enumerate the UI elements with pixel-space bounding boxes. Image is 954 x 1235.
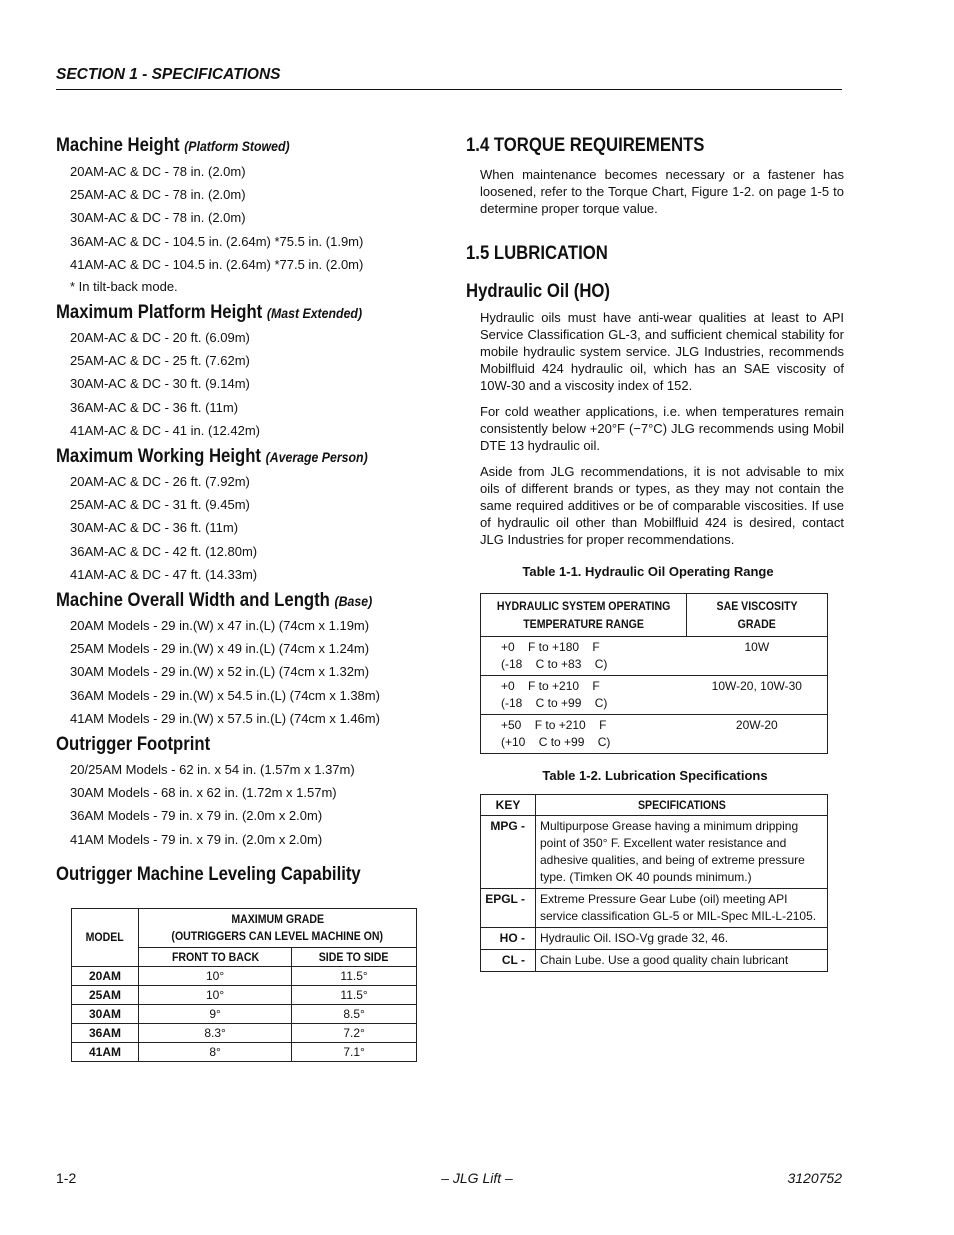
outrigger-footprint-heading: Outrigger Footprint: [56, 734, 211, 756]
key-header: KEY: [481, 795, 536, 816]
overall-width-length-section: [56, 588, 426, 730]
torque-heading: 1.4 TORQUE REQUIREMENTS: [466, 135, 705, 156]
list-item: 36AM-AC & DC - 104.5 in. (2.64m) *75.5 in. (1.9m): [70, 233, 364, 249]
footer-brand: – JLG Lift –: [441, 1170, 513, 1186]
list-item: 25AM-AC & DC - 25 ft. (7.62m): [70, 353, 250, 369]
leveling-table: [71, 908, 417, 1062]
torque-text: When maintenance becomes necessary or a fastener has loosened, refer to the Torque Chart, Figure 1-2. on page 1-5 to determine proper torque value.: [480, 167, 844, 216]
table-row: +50 F to +210 F (+10 C to +99 C) 20W-20: [481, 715, 828, 754]
table-row: 36AM 8.3° 7.2°: [72, 1023, 417, 1042]
table-row: 30AM 9° 8.5°: [72, 1004, 417, 1023]
table-row: EPGL - Extreme Pressure Gear Lube (oil) meeting API service classification GL-5 or MIL-Spec MIL-L-2105.: [481, 889, 828, 928]
table-row: MPG - Multipurpose Grease having a minimum dripping point of 350° F. Excellent water resistance and adhesive qualities, and being of extreme pressure type. (Timken OK 40 pounds minimum.): [481, 816, 828, 889]
list-item: 30AM-AC & DC - 36 ft. (11m): [70, 520, 239, 536]
list-item: 36AM-AC & DC - 36 ft. (11m): [70, 399, 239, 415]
list-item: 41AM-AC & DC - 47 ft. (14.33m): [70, 566, 258, 582]
table-row: 25AM 10° 11.5°: [72, 985, 417, 1004]
list-item: 41AM-AC & DC - 104.5 in. (2.64m) *77.5 in. (2.0m): [70, 256, 364, 272]
header-rule: [56, 89, 842, 90]
max-platform-height-heading: Maximum Platform Height (Mast Extended): [56, 302, 363, 324]
overall-width-length-heading: Machine Overall Width and Length (Base): [56, 590, 373, 612]
table-row: 20AM 10° 11.5°: [72, 966, 417, 985]
list-item: 30AM Models - 29 in.(W) x 52 in.(L) (74cm x 1.32m): [70, 664, 370, 680]
table2-caption: Table 1-2. Lubrication Specifications: [542, 768, 768, 783]
list-item: 41AM-AC & DC - 41 in. (12.42m): [70, 422, 261, 438]
leveling-section: [56, 862, 426, 1062]
temp-range-header: HYDRAULIC SYSTEM OPERATING TEMPERATURE RANGE: [481, 594, 687, 637]
max-working-height-heading: Maximum Working Height (Average Person): [56, 446, 368, 468]
list-item: 20AM Models - 29 in.(W) x 47 in.(L) (74cm x 1.19m): [70, 618, 370, 634]
list-item: 41AM Models - 79 in. x 79 in. (2.0m x 2.0m): [70, 831, 323, 847]
table-row: +0 F to +180 F (-18 C to +83 C) 10W: [481, 637, 828, 676]
max-working-height-section: [56, 444, 426, 586]
col-model-header: MODEL: [72, 908, 139, 966]
list-item: 20AM-AC & DC - 26 ft. (7.92m): [70, 474, 250, 490]
list-item: 20/25AM Models - 62 in. x 54 in. (1.57m x 1.37m): [70, 762, 355, 778]
leveling-heading: Outrigger Machine Leveling Capability: [56, 863, 361, 885]
list-item: 20AM-AC & DC - 78 in. (2.0m): [70, 164, 246, 179]
hydraulic-para-1: Hydraulic oils must have anti-wear qualities at least to API Service Classification GL-3, and sufficient chemical stability for mobile hydraulic system service. JLG Industries, recommends Mobilfluid 424 hydraulic oil, which has an SAE viscosity of 10W-30 and a viscosity index of 152.: [480, 310, 844, 393]
right-column: [466, 133, 844, 972]
list-item: 36AM-AC & DC - 42 ft. (12.80m): [70, 543, 258, 559]
table1-caption: Table 1-1. Hydraulic Oil Operating Range: [522, 564, 774, 579]
col-front-header: FRONT TO BACK: [139, 947, 292, 966]
list-item: 41AM Models - 29 in.(W) x 57.5 in.(L) (74cm x 1.46m): [70, 710, 380, 726]
hydraulic-range-table: [480, 593, 828, 754]
list-item: 25AM-AC & DC - 78 in. (2.0m): [70, 187, 246, 203]
tilt-back-note: * In tilt-back mode.: [70, 279, 178, 295]
list-item: 25AM-AC & DC - 31 ft. (9.45m): [70, 497, 250, 513]
lubrication-table: [480, 794, 828, 972]
outrigger-footprint-section: [56, 732, 426, 851]
col-group-header: MAXIMUM GRADE (OUTRIGGERS CAN LEVEL MACHINE ON): [139, 908, 417, 947]
doc-number: 3120752: [787, 1170, 842, 1186]
hydraulic-oil-heading: Hydraulic Oil (HO): [466, 281, 611, 302]
table-row: 41AM 8° 7.1°: [72, 1042, 417, 1061]
hydraulic-para-2: For cold weather applications, i.e. when temperatures remain consistently below +20°F (−7°C) JLG recommends using Mobil DTE 13 hydraulic oil.: [480, 404, 844, 453]
list-item: 30AM Models - 68 in. x 62 in. (1.72m x 1.57m): [70, 785, 337, 801]
sae-grade-header: SAE VISCOSITY GRADE: [687, 594, 828, 637]
table-row: +0 F to +210 F (-18 C to +99 C) 10W-20, 10W-30: [481, 676, 828, 715]
spec-header: SPECIFICATIONS: [536, 795, 828, 816]
section-title: SECTION 1 - SPECIFICATIONS: [56, 66, 281, 83]
table-row: HO - Hydraulic Oil. ISO-Vg grade 32, 46.: [481, 928, 828, 950]
table-row: CL - Chain Lube. Use a good quality chain lubricant: [481, 950, 828, 972]
lubrication-heading: 1.5 LUBRICATION: [466, 243, 608, 264]
hydraulic-para-3: Aside from JLG recommendations, it is not advisable to mix oils of different brands or types, as they may not contain the same required additives or be of comparable viscosities. If use of hydraulic oil other than Mobilfluid 424 is desired, contact JLG Industries for proper recommendations.: [480, 464, 844, 547]
list-item: 36AM Models - 79 in. x 79 in. (2.0m x 2.0m): [70, 808, 323, 824]
list-item: 20AM-AC & DC - 20 ft. (6.09m): [70, 330, 250, 346]
max-platform-height-section: [56, 300, 426, 442]
page-number: 1-2: [56, 1170, 77, 1186]
list-item: 25AM Models - 29 in.(W) x 49 in.(L) (74cm x 1.24m): [70, 641, 370, 657]
list-item: 30AM-AC & DC - 78 in. (2.0m): [70, 210, 246, 226]
left-column: [56, 133, 426, 1062]
machine-height-heading: Machine Height (Platform Stowed): [56, 135, 290, 156]
machine-height-section: [56, 133, 426, 298]
col-side-header: SIDE TO SIDE: [292, 947, 417, 966]
list-item: 36AM Models - 29 in.(W) x 54.5 in.(L) (74cm x 1.38m): [70, 687, 380, 703]
list-item: 30AM-AC & DC - 30 ft. (9.14m): [70, 376, 250, 392]
